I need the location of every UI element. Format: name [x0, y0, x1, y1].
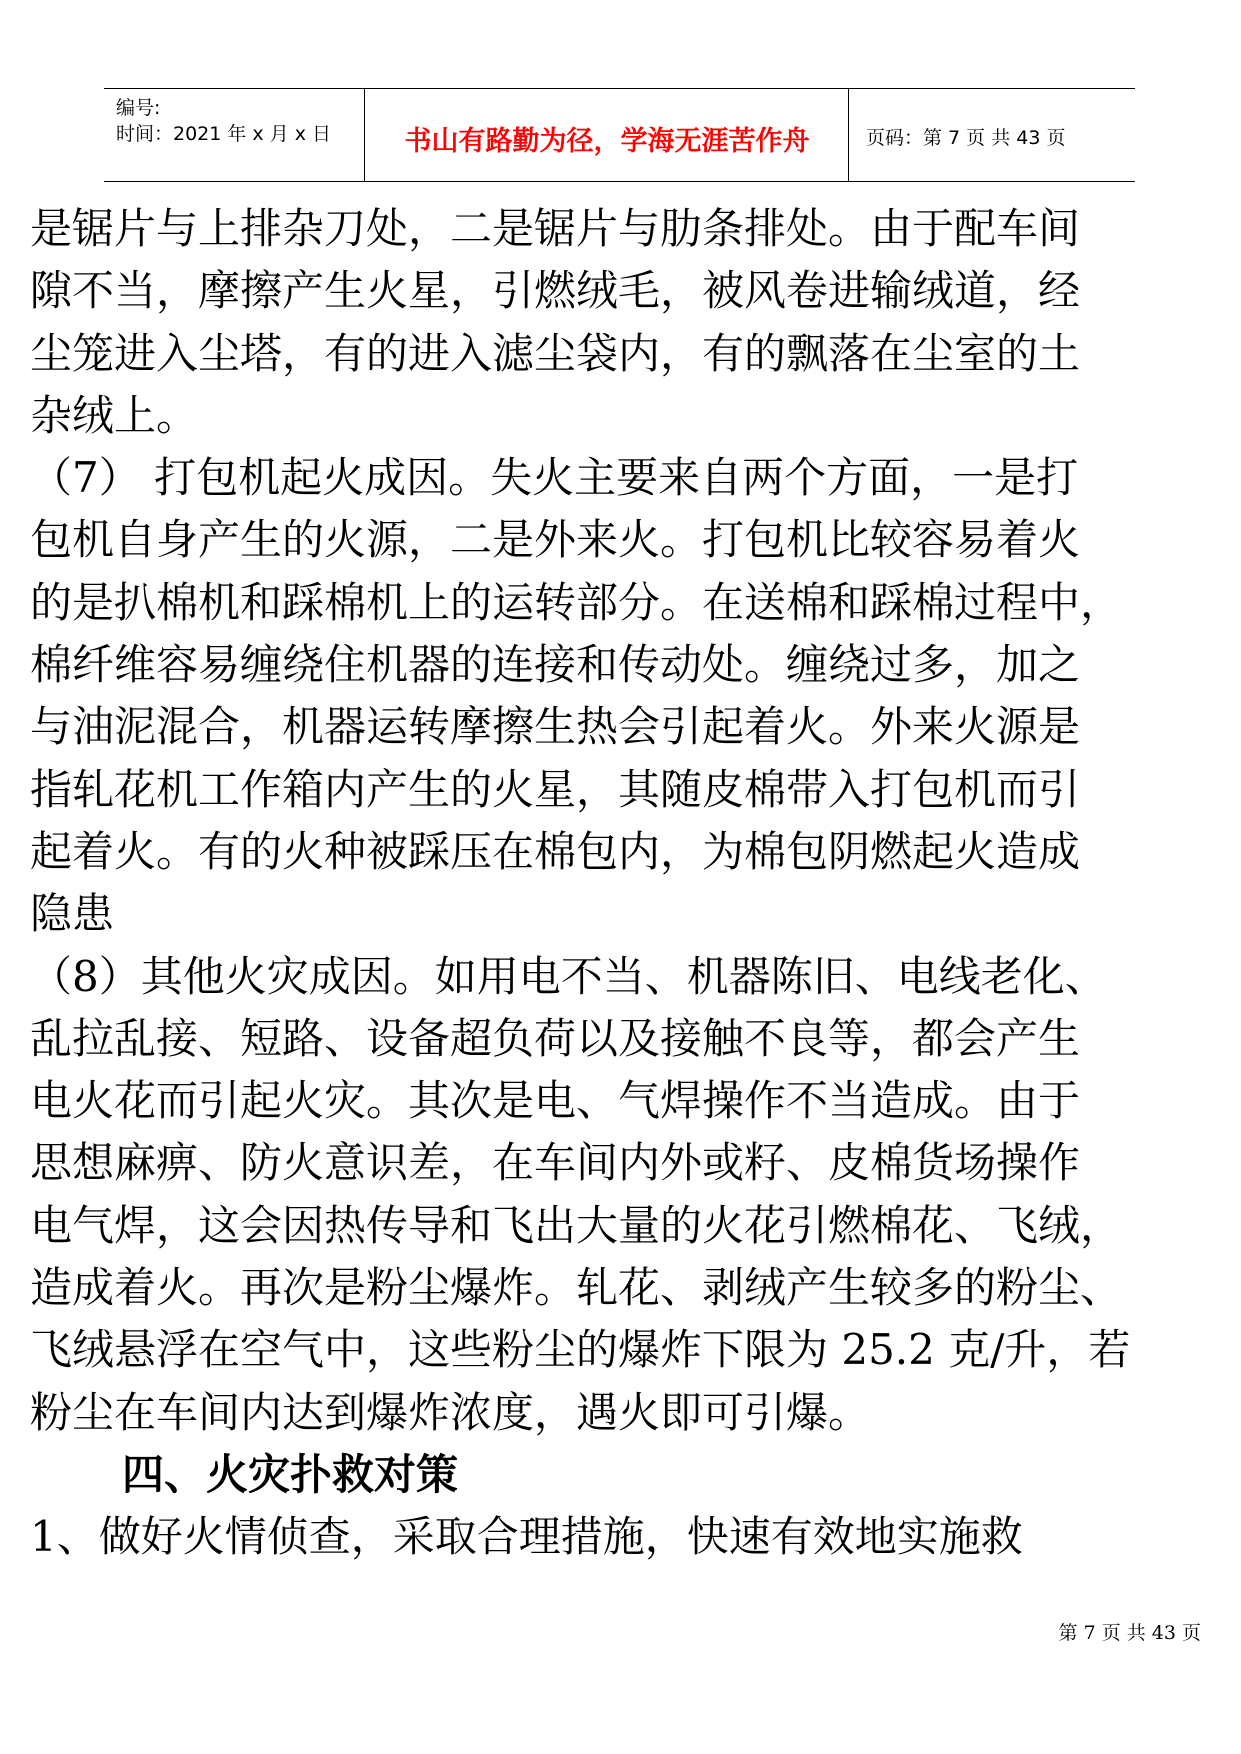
document-number-label: 编号: — [116, 97, 161, 119]
body-line: 起着火。有的火种被踩压在棉包内，为棉包阴燃起火造成 — [30, 826, 1081, 876]
body-line: （7） 打包机起火成因。失火主要来自两个方面，一是打 — [30, 453, 1079, 503]
body-line: 隐患 — [30, 889, 115, 939]
document-header — [104, 88, 1135, 182]
body-line: 的是扒棉机和踩棉机上的运转部分。在送棉和踩棉过程中， — [30, 577, 1123, 627]
body-line: 棉纤维容易缠绕住机器的连接和传动处。缠绕过多，加之 — [30, 640, 1081, 690]
body-line: 与油泥混合，机器运转摩擦生热会引起着火。外来火源是 — [30, 702, 1081, 752]
header-page-info: 页码：第 7 页 共 43 页 — [866, 127, 1066, 149]
body-line: 电气焊，这会因热传导和飞出大量的火花引燃棉花、飞绒， — [30, 1200, 1123, 1250]
header-page-cell — [850, 89, 1135, 181]
body-line: 包机自身产生的火源，二是外来火。打包机比较容易着火 — [30, 515, 1081, 565]
page-footer: 第 7 页 共 43 页 — [1058, 1622, 1201, 1644]
body-line: 乱拉乱接、短路、设备超负荷以及接触不良等，都会产生 — [30, 1013, 1081, 1063]
body-line: 杂绒上。 — [30, 390, 199, 440]
header-motto-cell — [366, 89, 849, 181]
body-line: 电火花而引起火灾。其次是电、气焊操作不当造成。由于 — [30, 1076, 1081, 1126]
body-line: 1、做好火情侦查，采取合理措施，快速有效地实施救 — [30, 1512, 1023, 1562]
document-body — [30, 198, 1210, 1569]
header-meta-cell — [104, 89, 365, 181]
body-line: 是锯片与上排杂刀处，二是锯片与肋条排处。由于配车间 — [30, 204, 1081, 253]
body-line: 造成着火。再次是粉尘爆炸。轧花、剥绒产生较多的粉尘、 — [30, 1263, 1123, 1313]
body-line: 隙不当，摩擦产生火星，引燃绒毛，被风卷进输绒道，经 — [30, 266, 1081, 316]
header-motto: 书山有路勤为径，学海无涯苦作舟 — [404, 126, 810, 157]
body-line: 粉尘在车间内达到爆炸浓度，遇火即可引爆。 — [30, 1387, 871, 1437]
body-line: （8）其他火灾成因。如用电不当、机器陈旧、电线老化、 — [30, 951, 1107, 1001]
body-line: 思想麻痹、防火意识差，在车间内外或籽、皮棉货场操作 — [30, 1138, 1081, 1188]
body-line: 尘笼进入尘塔，有的进入滤尘袋内，有的飘落在尘室的土 — [30, 328, 1081, 378]
document-time-label: 时间：2021 年 x 月 x 日 — [116, 123, 332, 145]
body-line: 飞绒悬浮在空气中，这些粉尘的爆炸下限为 25.2 克/升，若 — [30, 1325, 1131, 1375]
body-line: 指轧花机工作箱内产生的火星，其随皮棉带入打包机而引 — [30, 764, 1081, 814]
section-heading: 四、火灾扑救对策 — [122, 1449, 459, 1499]
